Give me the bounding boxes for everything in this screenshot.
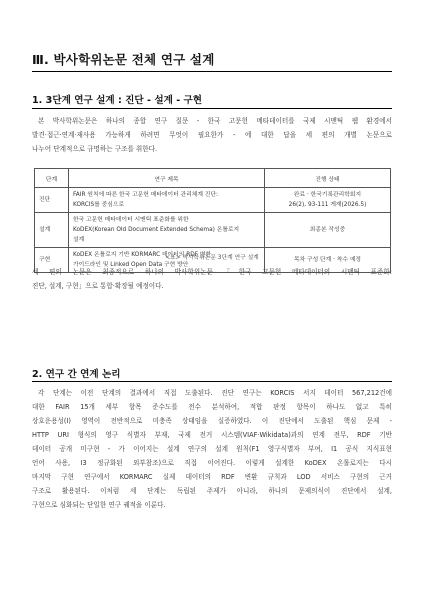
cell-stage: 설계 [35, 213, 69, 248]
section-heading: Ⅲ. 박사학위논문 전체 연구 설계 [32, 52, 215, 67]
header-stage: 단계 [35, 169, 69, 188]
status-line: 완료 · 한국기록관리학회지 [293, 192, 362, 198]
status-line: 26(2), 93-111 게재(2026.5) [288, 202, 367, 208]
linkage-paragraph [32, 386, 392, 512]
cell-status [265, 188, 391, 213]
subsection-1-heading: 1. 3단계 연구 설계 : 진단 - 설계 - 구현 [32, 95, 203, 106]
linkage-line: 각 단계는 이전 단계의 결과에서 직접 도출된다. 진단 연구는 KORCIS 서지 데이터 567,212건에 [38, 389, 392, 397]
cell-title [69, 188, 265, 213]
title-line: FAIR 원칙에 따른 한국 고문헌 메타데이터 관리체계 진단: [73, 192, 218, 198]
title-line: KoDEX(Korean Old Document Extended Schema) 온톨로지 [73, 227, 240, 233]
after-line: 세 편의 논문은 최종적으로 하나의 박사학위논문 「한국 고문헌 메타데이터의 시맨틱 표준화: [32, 268, 392, 276]
linkage-line: 데이터 공개 미구현 - 가 이어지는 설계 연구의 설계 원칙(F1 영구식별자 부여, I1 공식 지식표현 [32, 445, 392, 453]
linkage-line: 구현으로 심화되는 단일한 연구 궤적을 이룬다. [32, 501, 166, 509]
intro-line: 나누어 단계적으로 규명하는 구조를 취한다. [32, 145, 158, 153]
title-line: KoDEX 온톨로지 기반 KORMARC 데이터의 RDF 변환 [73, 252, 212, 258]
table-caption: <표> 박사학위논문 3단계 연구 설계 [165, 255, 259, 261]
title-line: 설계 [73, 237, 85, 243]
status-line: 최종본 작성중 [309, 227, 346, 233]
header-title: 연구 제목 [69, 169, 265, 188]
cell-title [69, 213, 265, 248]
title-line: 한국 고문헌 메타데이터 시맨틱 표준화를 위한 [73, 217, 189, 223]
intro-line: 발견·접근·연계·재사용 가능하게 하려면 무엇이 필요한가 - 에 대한 답을 세 편의 개별 논문으로 [32, 131, 392, 139]
table-header-row [35, 169, 391, 188]
title-line: 가이드라인 및 Linked Open Data 구현 방안 [73, 262, 189, 268]
table-row [35, 188, 391, 213]
cell-stage: 진단 [35, 188, 69, 213]
subsection-1-rule [32, 108, 392, 109]
subsection-2-rule [32, 381, 392, 382]
cell-status [265, 213, 391, 248]
table-row [35, 213, 391, 248]
section-heading-rule [32, 71, 392, 72]
header-status: 진행 상태 [265, 169, 391, 188]
linkage-line: 대한 FAIR 15개 세부 항목 준수도를 전수 분석하여, 적합 판정 항목이 하나도 없고 특히 [32, 403, 392, 411]
cell-stage: 구현 [35, 248, 69, 273]
intro-line: 본 박사학위논문은 하나의 종합 연구 질문 - 한국 고문헌 메타데이터를 국제 시맨틱 웹 환경에서 [38, 117, 392, 125]
linkage-line: 상호운용성(I) 영역이 전반적으로 미충족 상태임을 실증하였다. 이 진단에서 도출된 핵심 문제 - [32, 417, 392, 425]
linkage-line: 언어 사용, I3 정규화된 외부참조)으로 직접 이어진다. 이렇게 설계한 KoDEX 온톨로지는 다시 [32, 459, 392, 467]
intro-paragraph [32, 114, 392, 156]
linkage-line: 구조로 활용된다. 이처럼 세 단계는 독립된 주제가 아니라, 하나의 문제의식이 진단에서 설계, [32, 487, 392, 495]
subsection-2-heading: 2. 연구 간 연계 논리 [32, 369, 121, 380]
title-line: KORCIS를 중심으로 [73, 202, 125, 208]
after-table-paragraph [32, 265, 392, 293]
after-line: 진단, 설계, 구현」으로 통합·확장될 예정이다. [32, 282, 164, 290]
status-line: 목차 구성 단계 · 착수 예정 [293, 257, 362, 263]
linkage-line: 마지막 구현 연구에서 KORMARC 실제 데이터의 RDF 변환 규칙과 LOD 서비스 구현의 근거 [32, 473, 392, 481]
linkage-line: HTTP URI 형식의 영구 식별자 부재, 국제 전거 시스템(VIAF·Wikidata)과의 연계 전무, RDF 기반 [32, 431, 392, 439]
